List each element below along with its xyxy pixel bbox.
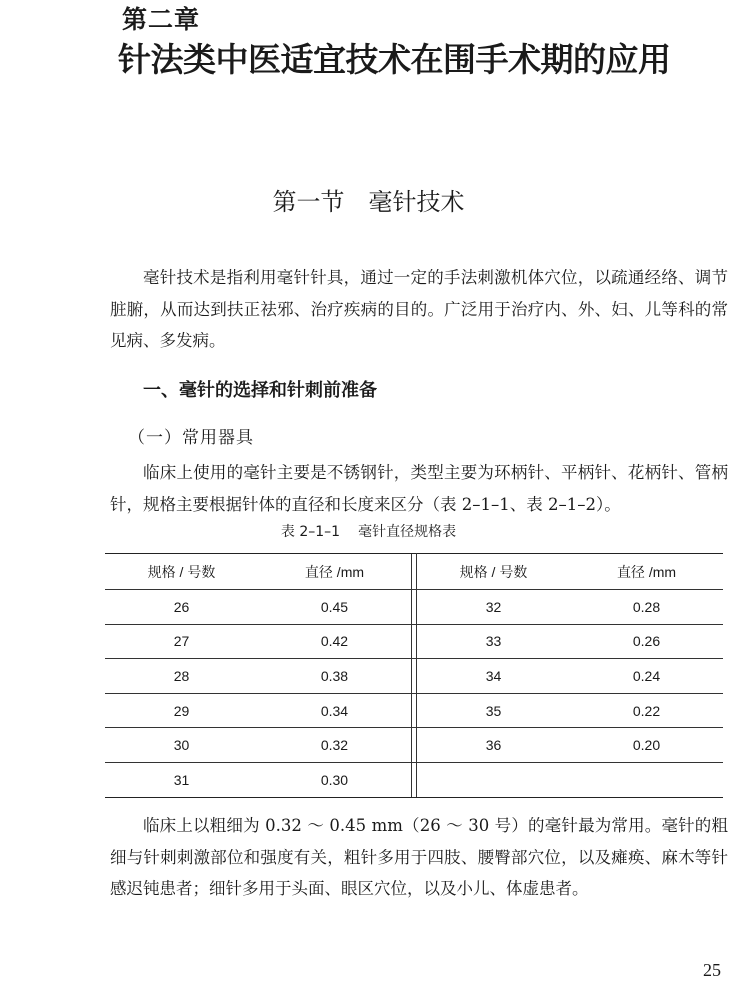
table-cell: 27 [105, 624, 258, 659]
table-cell: 0.24 [570, 659, 723, 694]
chapter-title: 针法类中医适宜技术在围手术期的应用 [118, 40, 671, 79]
table-cell [570, 762, 723, 797]
tools-paragraph: 临床上使用的毫针主要是不锈钢针，类型主要为环柄针、平柄针、花柄针、管柄针，规格主要根据针体的直径和长度来区分（表 2–1–1、表 2–1–2）。 [110, 463, 728, 514]
table-cell: 28 [105, 659, 258, 694]
table-caption-title: 毫针直径规格表 [358, 524, 457, 540]
section-number: 第一节 [272, 188, 345, 216]
table-row [105, 762, 723, 797]
table-cell: 0.32 [258, 728, 411, 763]
table-cell: 0.34 [258, 693, 411, 728]
table-cell: 36 [417, 728, 570, 763]
table-header-cell: 规格 / 号数 [105, 554, 258, 590]
table-cell: 30 [105, 728, 258, 763]
sub-subsection-heading: （一）常用器具 [128, 428, 254, 448]
table-header-row [105, 554, 723, 590]
table-cell [417, 762, 570, 797]
subsection-heading: 一、毫针的选择和针刺前准备 [143, 380, 377, 401]
table-row [105, 624, 723, 659]
table-header-cell: 规格 / 号数 [417, 554, 570, 590]
table-row [105, 728, 723, 763]
usage-paragraph: 临床上以粗细为 0.32 ～ 0.45 mm（26 ～ 30 号）的毫针最为常用。毫针的粗细与针刺刺激部位和强度有关，粗针多用于四肢、腰臀部穴位，以及瘫痪、麻木等针感迟钝患者；细针多用于头面、眼区穴位，以及小儿、体虚患者。 [110, 816, 728, 898]
table-cell: 0.38 [258, 659, 411, 694]
table-cell: 31 [105, 762, 258, 797]
table-caption-number: 表 2–1–1 [280, 524, 341, 540]
table-cell: 34 [417, 659, 570, 694]
table-cell: 0.20 [570, 728, 723, 763]
table-cell: 33 [417, 624, 570, 659]
table-cell: 32 [417, 590, 570, 625]
needle-diameter-table [105, 553, 723, 798]
section-title: 毫针技术 [368, 188, 465, 216]
table-cell: 0.22 [570, 693, 723, 728]
table-cell: 35 [417, 693, 570, 728]
table-caption [0, 521, 737, 543]
page-number: 25 [703, 960, 721, 980]
table-cell: 0.28 [570, 590, 723, 625]
table-header-cell: 直径 /mm [258, 554, 411, 590]
table-row [105, 693, 723, 728]
table-cell: 0.42 [258, 624, 411, 659]
table-cell: 26 [105, 590, 258, 625]
table-cell: 0.26 [570, 624, 723, 659]
table-header-cell: 直径 /mm [570, 554, 723, 590]
table-row [105, 590, 723, 625]
table-cell: 0.45 [258, 590, 411, 625]
table-cell: 0.30 [258, 762, 411, 797]
section-heading [0, 186, 737, 218]
table-row [105, 659, 723, 694]
chapter-label: 第二章 [122, 5, 201, 34]
intro-paragraph: 毫针技术是指利用毫针针具，通过一定的手法刺激机体穴位，以疏通经络、调节脏腑，从而达到扶正祛邪、治疗疾病的目的。广泛用于治疗内、外、妇、儿等科的常见病、多发病。 [110, 268, 728, 350]
table-cell: 29 [105, 693, 258, 728]
